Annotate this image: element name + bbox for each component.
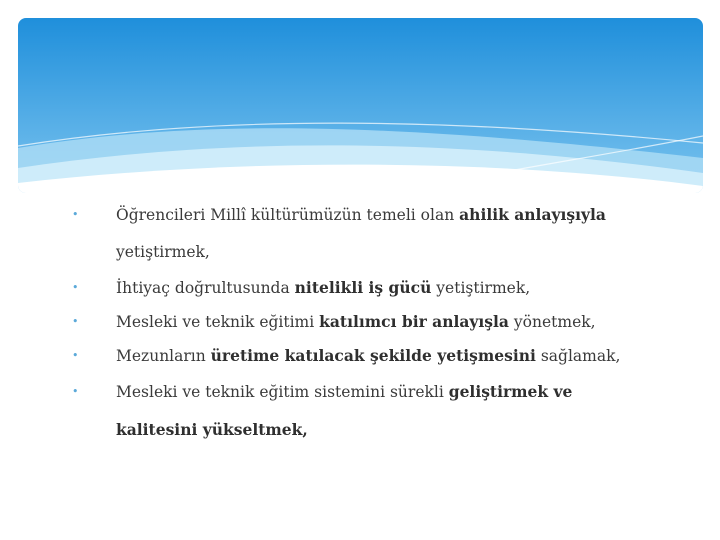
list-item [60,373,700,449]
list-item-line [116,373,700,411]
emphasis-text: üretime katılacak şekilde yetişmesini [210,346,536,365]
emphasis-text: ahilik anlayışıyla [459,205,606,224]
body-text: yetiştirmek, [116,243,210,261]
body-text: Mesleki ve teknik eğitimi [116,313,320,331]
emphasis-text: geliştirmek ve [448,382,573,401]
list-item [60,271,700,305]
emphasis-text: nitelikli iş gücü [294,278,432,297]
list-item-line [116,411,700,449]
body-text: yönetmek, [508,313,596,331]
list-item-line [116,305,700,339]
bullet-list [60,196,700,449]
list-item-line [116,271,700,305]
list-item [60,196,700,271]
list-item [60,305,700,339]
list-item [60,339,700,373]
header-banner [18,18,703,193]
body-text: Mezunların [116,347,211,365]
list-item-line [116,339,700,373]
list-item-line [116,234,700,271]
body-text: Öğrencileri Millî kültürümüzün temeli olan [116,206,460,224]
bullet-icon: • [72,385,79,398]
banner-wave-graphic [18,18,703,193]
body-text: yetiştirmek, [431,279,531,297]
body-text: Mesleki ve teknik eğitim sistemini sürekli [116,383,449,401]
bullet-icon: • [72,349,79,362]
list-item-line [116,196,700,234]
bullet-icon: • [72,315,79,328]
body-text: İhtiyaç doğrultusunda [116,279,295,297]
body-text: sağlamak, [535,347,621,365]
bullet-icon: • [72,281,79,294]
emphasis-text: katılımcı bir anlayışla [319,312,509,331]
emphasis-text: kalitesini yükseltmek, [116,420,308,439]
bullet-icon: • [72,208,79,221]
